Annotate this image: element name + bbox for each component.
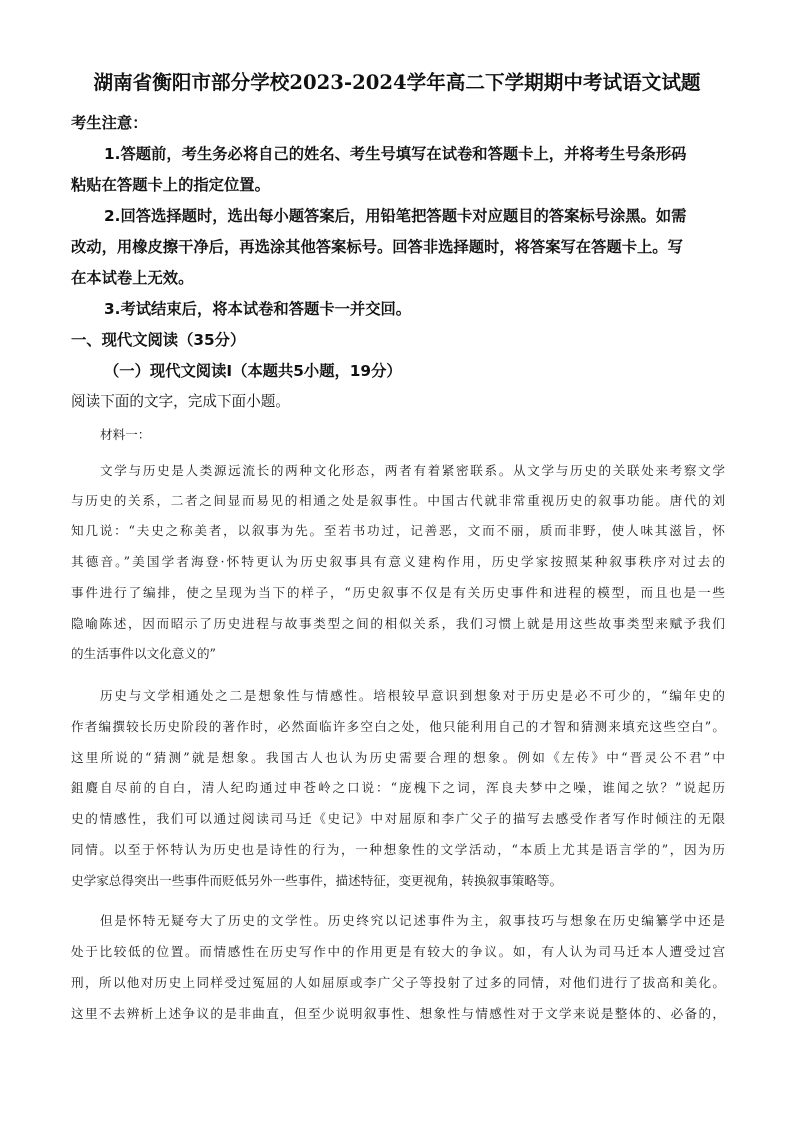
paragraph-1-line-6: 隐喻陈述，因而昭示了历史进程与故事类型之间的相似关系，我们习惯上就是用这些故事类型来赋予我们 (71, 616, 725, 631)
paragraph-1-line-5: 事件进行了编排，使之呈现为当下的样子，“历史叙事不仅是有关历史事件和进程的模型，而且也是一些 (71, 585, 725, 600)
notice-heading: 考生注意： (71, 114, 148, 132)
paragraph-2-line-2: 作者编撰较长历史阶段的著作时，必然面临许多空白之处，他只能利用自己的才智和猜测来填充这些空白”。 (71, 719, 725, 734)
material-label: 材料一： (100, 427, 151, 442)
paragraph-2-line-5: 史的情感性，我们可以通过阅读司马迁《史记》中对屈原和李广父子的描写去感受作者写作时倾注的无限 (71, 811, 725, 826)
paragraph-3-line-1: 但是怀特无疑夸大了历史的文学性。历史终究以记述事件为主，叙事技巧与想象在历史编纂学中还是 (100, 913, 725, 928)
paragraph-1-line-3: 知几说：“夫史之称美者，以叙事为先。至若书功过，记善恶，文而不丽，质而非野，使人味其滋旨，怀 (71, 523, 725, 538)
notice-item-1-line-1: 1.答题前，考生务必将自己的姓名、考生号填写在试卷和答题卡上，并将考生号条形码 (104, 145, 687, 163)
notice-item-2-line-2: 改动，用橡皮擦干净后，再选涂其他答案标号。回答非选择题时，将答案写在答题卡上。写 (71, 238, 683, 256)
paragraph-1-line-2: 与历史的关系，二者之间显而易见的相通之处是叙事性。中国古代就非常重视历史的叙事功能。唐代的刘 (71, 493, 725, 508)
notice-item-3-line-1: 3.考试结束后，将本试卷和答题卡一并交回。 (104, 300, 412, 318)
notice-item-2-line-1: 2.回答选择题时，选出每小题答案后，用铅笔把答题卡对应题目的答案标号涂黑。如需 (104, 207, 687, 225)
notice-item-1-line-2: 粘贴在答题卡上的指定位置。 (71, 176, 270, 194)
notice-item-2-line-3: 在本试卷上无效。 (71, 269, 194, 287)
document-title: 湖南省衡阳市部分学校2023-2024学年高二下学期期中考试语文试题 (93, 71, 701, 94)
paragraph-1-line-7: 的生活事件以文化意义的” (71, 646, 216, 661)
paragraph-2-line-6: 同情。以至于怀特认为历史也是诗性的行为，一种想象性的文学活动，“本质上尤其是语言学的”，因为历 (71, 842, 725, 857)
paragraph-3-line-2: 处于比较低的位置。而情感性在历史写作中的作用更是有较大的争议。如，有人认为司马迁本人遭受过宫 (71, 944, 725, 959)
reading-instruction: 阅读下面的文字，完成下面小题。 (71, 393, 290, 410)
paragraph-1-line-1: 文学与历史是人类源远流长的两种文化形态，两者有着紧密联系。从文学与历史的关联处来考察文学 (100, 463, 725, 478)
paragraph-3-line-4: 这里不去辨析上述争议的是非曲直，但至少说明叙事性、想象性与情感性对于文学来说是整体的、必备的， (71, 1006, 725, 1021)
section-heading: 一、现代文阅读（35分） (71, 331, 246, 349)
paragraph-2-line-7: 史学家总得突出一些事件而贬低另外一些事件，描述特征，变更视角，转换叙事策略等。 (71, 873, 563, 888)
subsection-heading: （一）现代文阅读Ⅰ（本题共5小题，19分） (104, 362, 402, 380)
paragraph-2-line-3: 这里所说的“猜测”就是想象。我国古人也认为历史需要合理的想象。例如《左传》中“晋灵公不君”中 (71, 750, 725, 765)
paragraph-1-line-4: 其德音。”美国学者海登·怀特更认为历史叙事具有意义建构作用，历史学家按照某种叙事秩序对过去的 (71, 554, 725, 569)
paragraph-2-line-1: 历史与文学相通处之二是想象性与情感性。培根较早意识到想象对于历史是必不可少的，“编年史的 (100, 688, 725, 703)
paragraph-3-line-3: 刑，所以他对历史上同样受过冤屈的人如屈原或李广父子等投射了过多的同情，对他们进行了拔高和美化。 (71, 975, 725, 990)
paragraph-2-line-4: 鉏麑自尽前的自白，清人纪昀通过申苍岭之口说：“庞槐下之词，浑良夫梦中之噪，谁闻之欤？”说起历 (71, 780, 725, 795)
